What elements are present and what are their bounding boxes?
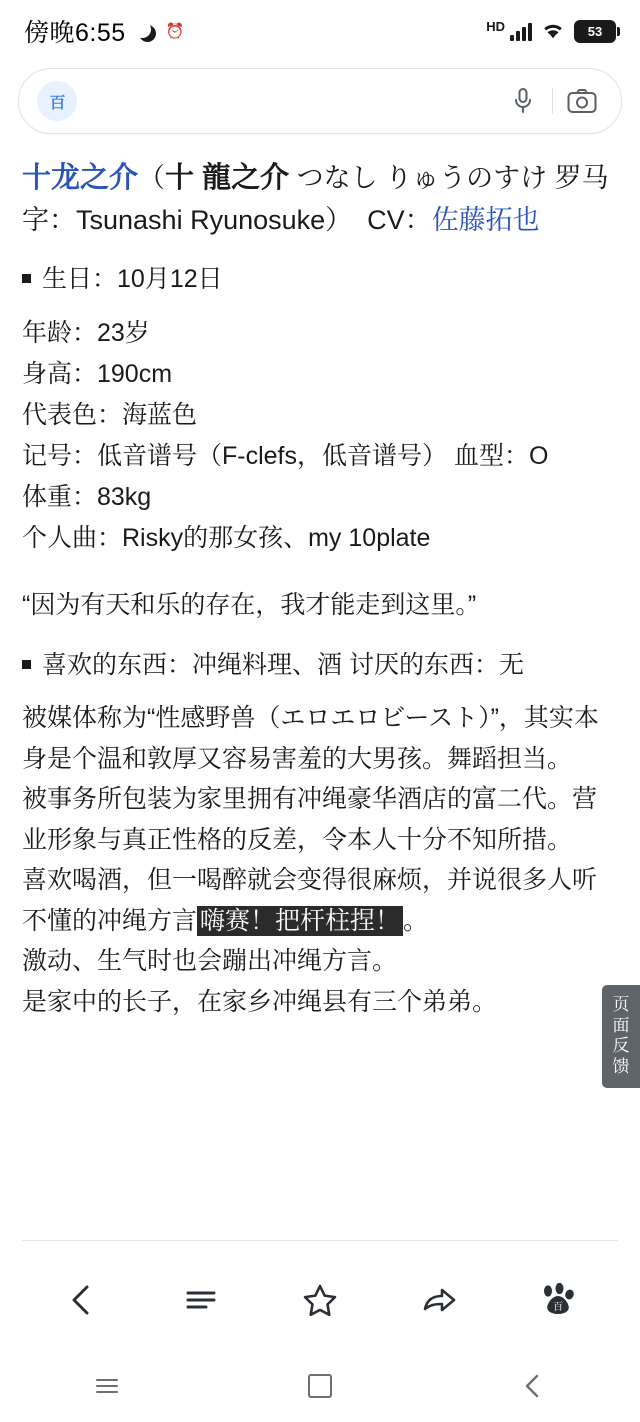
likes-row bbox=[22, 647, 618, 685]
browser-toolbar bbox=[0, 1258, 640, 1342]
search-input[interactable] bbox=[77, 87, 506, 115]
paragraph-dialect: 激动、生气时也会蹦出冲绳方言。 bbox=[22, 947, 398, 976]
drink-prefix: 喜欢喝酒，但一喝醉就会变得很麻烦，并说很多人听不懂的冲绳方言 bbox=[22, 866, 598, 935]
menu-button[interactable] bbox=[166, 1270, 236, 1330]
bullet-square-icon-2 bbox=[22, 660, 31, 669]
birthday-value: 10月12日 bbox=[117, 265, 223, 294]
character-quote: “因为有天和乐的存在，我才能走到这里。” bbox=[22, 590, 477, 619]
nav-back[interactable] bbox=[488, 1361, 578, 1411]
birthday-label: 生日： bbox=[42, 265, 118, 294]
microphone-icon[interactable] bbox=[506, 84, 540, 118]
info-line-symbol: 记号：低音谱号（F-clefs，低音谱号） 血型：O bbox=[22, 441, 549, 470]
status-bar-left bbox=[24, 13, 184, 49]
chevron-left-icon bbox=[523, 1373, 543, 1399]
camera-icon[interactable] bbox=[565, 84, 599, 118]
paragraph-agency: 被事务所包装为家里拥有冲绳豪华酒店的富二代。营业形象与真正性格的反差，令本人十分不知所措。 bbox=[22, 785, 598, 854]
status-bar bbox=[0, 0, 640, 62]
info-line-height: 身高：190cm bbox=[22, 359, 173, 388]
info-line-song: 个人曲：Risky的那女孩、my 10plate bbox=[22, 523, 431, 552]
svg-text:百: 百 bbox=[553, 1302, 564, 1313]
title-link-name[interactable]: 十龙之介 bbox=[22, 162, 139, 194]
favorite-button[interactable] bbox=[285, 1270, 355, 1330]
toolbar-divider bbox=[22, 1240, 618, 1241]
likes-text: 喜欢的东西：冲绳料理、酒 讨厌的东西：无 bbox=[42, 650, 524, 679]
title-japanese: 十 龍之介 bbox=[165, 162, 290, 194]
search-bar-container bbox=[0, 62, 640, 148]
battery-icon: 53 bbox=[574, 20, 616, 43]
cv-label: CV： bbox=[367, 205, 432, 236]
paragraph-media: 被媒体称为“性感野兽（エロエロビースト）”，其实本身是个温和敦厚又容易害羞的大男孩。舞蹈担当。 bbox=[22, 704, 599, 773]
article-title bbox=[22, 156, 618, 241]
recents-icon bbox=[96, 1375, 118, 1397]
cv-link[interactable]: 佐藤拓也 bbox=[431, 205, 540, 236]
info-line-age: 年龄：23岁 bbox=[22, 318, 150, 347]
home-square-icon bbox=[308, 1374, 332, 1398]
wifi-icon bbox=[541, 22, 565, 40]
selected-text-highlight[interactable]: 嗨赛！把杆柱捏！ bbox=[197, 906, 403, 936]
baidu-home-button[interactable] bbox=[523, 1270, 593, 1330]
nav-recents[interactable] bbox=[62, 1361, 152, 1411]
search-bar[interactable] bbox=[18, 68, 622, 134]
paragraph-family: 是家中的长子，在家乡冲绳县有三个弟弟。 bbox=[22, 987, 498, 1016]
title-romaji: Tsunashi Ryunosuke） bbox=[76, 205, 353, 236]
title-paren-open: （ bbox=[138, 163, 166, 193]
system-nav-bar bbox=[0, 1350, 640, 1422]
baidu-logo-text: 百 bbox=[49, 94, 65, 112]
paragraph-drinking bbox=[22, 860, 618, 941]
nav-home[interactable] bbox=[275, 1361, 365, 1411]
bullet-square-icon bbox=[22, 274, 31, 283]
hd-icon: HD bbox=[486, 18, 505, 34]
info-line-color: 代表色：海蓝色 bbox=[22, 400, 198, 429]
title-kana: つなし りゅうのすけ bbox=[296, 163, 548, 193]
info-line-weight: 体重：83kg bbox=[22, 482, 152, 511]
article-content bbox=[0, 148, 640, 1022]
status-bar-right bbox=[486, 20, 616, 43]
page-feedback-tab[interactable]: 页面反馈 bbox=[602, 985, 640, 1088]
back-button[interactable] bbox=[47, 1270, 117, 1330]
drink-suffix: 。 bbox=[403, 906, 429, 935]
alarm-icon: ⏰ bbox=[165, 22, 185, 40]
status-time: 傍晚6:55 bbox=[24, 19, 126, 47]
moon-icon bbox=[136, 21, 156, 41]
title-romaji-label: 罗马字： bbox=[22, 163, 609, 236]
signal-bars-icon bbox=[510, 21, 532, 41]
birthday-row bbox=[22, 261, 618, 299]
share-button[interactable] bbox=[404, 1270, 474, 1330]
search-divider bbox=[552, 88, 553, 114]
info-list bbox=[22, 313, 618, 559]
baidu-paw-icon[interactable] bbox=[536, 1278, 580, 1322]
baidu-logo-icon[interactable] bbox=[37, 81, 77, 121]
